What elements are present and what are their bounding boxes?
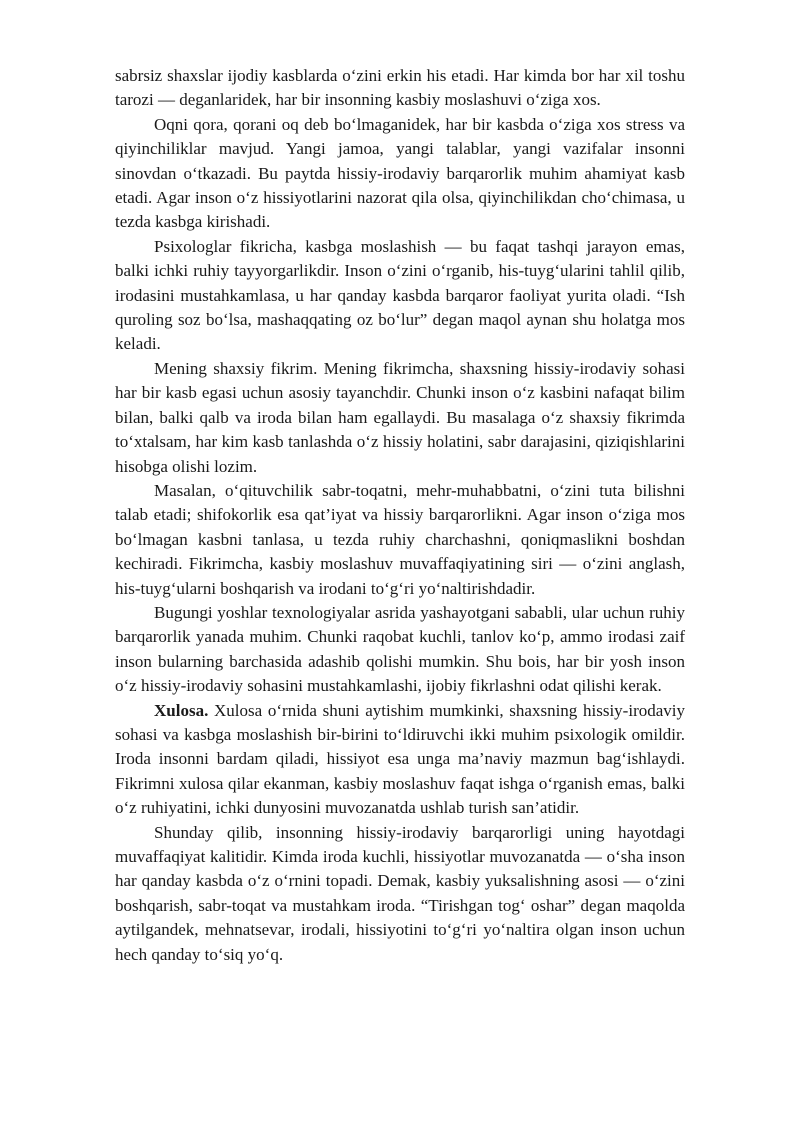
paragraph-psychologists: Psixologlar fikricha, kasbga moslashish — bu faqat tashqi jarayon emas, balki ichki ruhiy tayyorgarlikdir. Inson o‘zini o‘rganib, his-tuyg‘ularini tahlil qilib, irodasini mustahkamlasa, u har qanday kasbda barqaror faoliyat yurita oladi. “Ish quroling soz bo‘lsa, mashaqqating oz bo‘lur” degan maqol aynan shu holatga mos keladi. — [115, 236, 685, 354]
paragraph-youth: Bugungi yoshlar texnologiyalar asrida yashayotgani sababli, ular uchun ruhiy barqarorlik yanada muhim. Chunki raqobat kuchli, tanlov ko‘p, ammo irodasi zaif inson bularning barchasida adashib qolishi mumkin. Shu bois, har bir yosh inson o‘z hissiy-irodaviy sohasini mustahkamlashi, ijobiy fikrlashni odat qilishi kerak. — [115, 602, 685, 696]
paragraph-example: Masalan, o‘qituvchilik sabr-toqatni, mehr-muhabbatni, o‘zini tuta bilishni talab etadi; shifokorlik esa qat’iyat va hissiy barqarorlikni. Agar inson o‘ziga mos bo‘lmagan kasbni tanlasa, u tezda ruhiy charchashni, qoniqmaslikni boshdan kechiradi. Fikrimcha, kasbiy moslashuv muvaffaqiyatining siri — o‘zini anglash, his-tuyg‘ularni boshqarish va irodani to‘g‘ri yo‘naltirishdadir. — [115, 480, 685, 598]
paragraph-conclusion — [115, 699, 685, 821]
conclusion-heading: Xulosa. — [154, 700, 209, 720]
paragraph-continuation: sabrsiz shaxslar ijodiy kasblarda o‘zini erkin his etadi. Har kimda bor har xil toshu tarozi — deganlaridek, har bir insonning kasbiy moslashuvi o‘ziga xos. — [115, 66, 685, 110]
document-page — [115, 64, 685, 967]
paragraph-final: Shunday qilib, insonning hissiy-irodaviy barqarorligi uning hayotdagi muvaffaqiyat kalitidir. Kimda iroda kuchli, hissiyotlar muvozanatda — o‘sha inson har qanday kasbda o‘z o‘rnini topadi. Demak, kasbiy yuksalishning asosi — o‘zini boshqarish, sabr-toqat va mustahkam iroda. “Tirishgan tog‘ oshar” degan maqolda aytilgandek, mehnatsevar, irodali, hissiyotini to‘g‘ri yo‘naltira olgan inson uchun hech qanday to‘siq yo‘q. — [115, 822, 685, 964]
paragraph-stress: Oqni qora, qorani oq deb bo‘lmaganidek, har bir kasbda o‘ziga xos stress va qiyinchiliklar mavjud. Yangi jamoa, yangi talablar, yangi vazifalar insonni sinovdan o‘tkazadi. Bu paytda hissiy-irodaviy barqarorlik muhim ahamiyat kasb etadi. Agar inson o‘z hissiyotlarini nazorat qila olsa, qiyinchilikdan cho‘chimasa, u tezda kasbga kirishadi. — [115, 114, 685, 232]
paragraph-personal-opinion: Mening shaxsiy fikrim. Mening fikrimcha, shaxsning hissiy-irodaviy sohasi har bir kasb egasi uchun asosiy tayanchdir. Chunki inson o‘z kasbini nafaqat bilim bilan, balki qalb va iroda bilan ham egallaydi. Bu masalaga o‘z shaxsiy fikrimda to‘xtalsam, har kim kasb tanlashda o‘z hissiy holatini, sabr darajasini, qiziqishlarini hisobga olishi lozim. — [115, 358, 685, 476]
conclusion-text: Xulosa o‘rnida shuni aytishim mumkinki, shaxsning hissiy-irodaviy sohasi va kasbga moslashish bir-birini to‘ldiruvchi ikki muhim psixologik omildir. Iroda insonni bardam qiladi, hissiyot esa unga ma’naviy mazmun bag‘ishlaydi. Fikrimni xulosa qilar ekanman, kasbiy moslashuv faqat ishga o‘rganish emas, balki o‘z ruhiyatini, ichki dunyosini muvozanatda ushlab turish san’atidir. — [115, 700, 685, 818]
